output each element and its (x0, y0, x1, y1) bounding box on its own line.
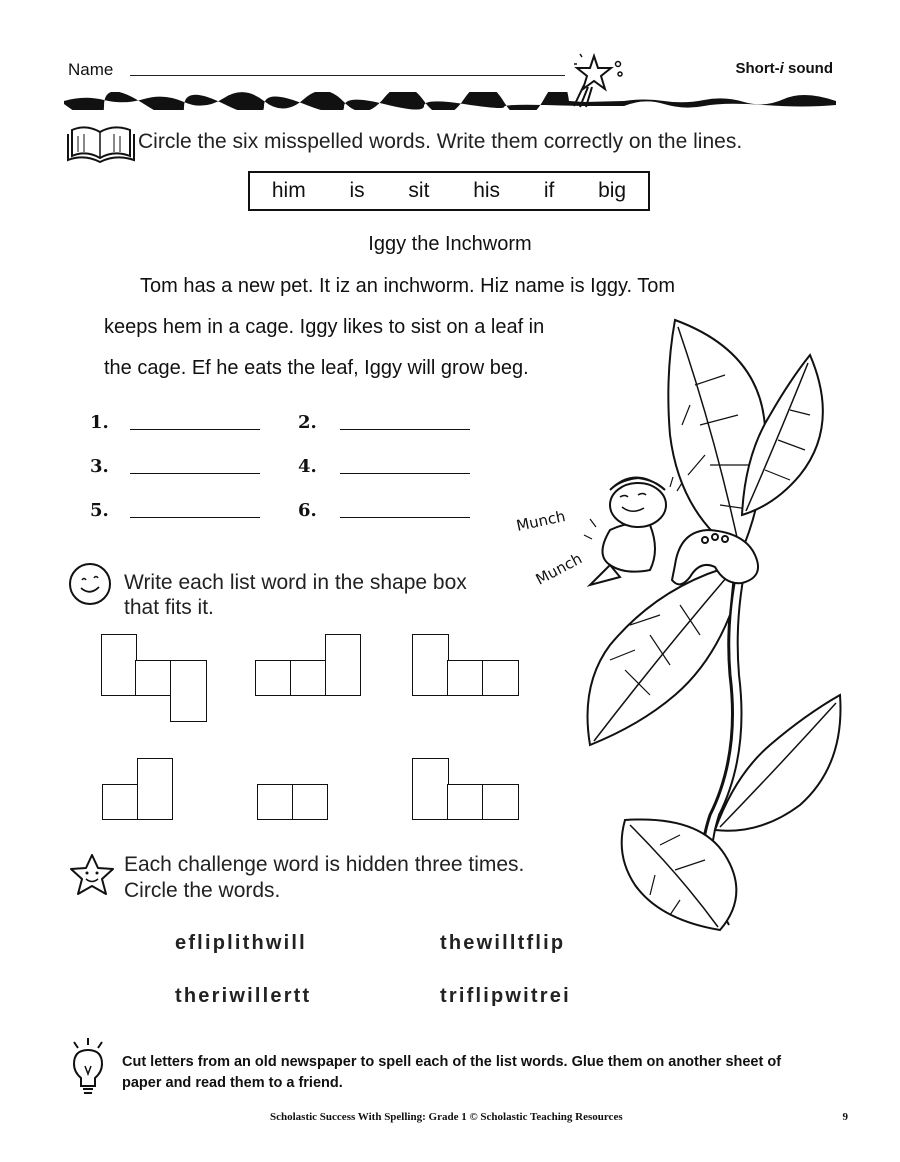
misspelled-instruction: Circle the six misspelled words. Write them correctly on the lines. (138, 130, 743, 153)
smiling-star-icon (66, 852, 118, 898)
story-line-3: the cage. Ef he eats the leaf, Iggy will grow beg. (104, 357, 529, 379)
activity-tip: Cut letters from an old newspaper to spell each of the list words. Glue them on another sheet of paper and read them to a friend. (122, 1054, 782, 1091)
lightbulb-icon (66, 1036, 112, 1098)
torn-paper-divider (64, 92, 836, 110)
word-puzzle-3[interactable]: theriwillertt (175, 985, 312, 1007)
answer-line-3[interactable] (130, 473, 260, 474)
page-number: 9 (842, 1111, 848, 1123)
answer-number: 4. (298, 456, 317, 477)
word-item: sit (408, 179, 430, 202)
answer-line-6[interactable] (340, 517, 470, 518)
munch-text-1: Munch (514, 507, 568, 535)
name-field-line[interactable] (130, 75, 565, 76)
word-item: is (349, 179, 365, 202)
word-item: if (543, 179, 555, 202)
story-title: Iggy the Inchworm (368, 233, 532, 255)
story-line-2: keeps hem in a cage. Iggy likes to sist on a leaf in (104, 316, 545, 338)
page-topic (735, 60, 833, 77)
answer-number: 1. (90, 412, 109, 433)
answer-line-4[interactable] (340, 473, 470, 474)
word-puzzle-4[interactable]: triflipwitrei (440, 985, 571, 1007)
inchworm-plant-illustration (510, 315, 860, 945)
word-item: him (271, 179, 306, 202)
answer-line-5[interactable] (130, 517, 260, 518)
challenge-instruction-line-1: Each challenge word is hidden three times. (124, 853, 525, 876)
topic-italic: i (779, 60, 784, 77)
story-line-1: Tom has a new pet. It iz an inchworm. Hiz name is Iggy. Tom (140, 275, 676, 297)
word-item: big (598, 179, 627, 202)
answer-number: 6. (298, 500, 317, 521)
word-puzzle-1[interactable]: efliplithwill (175, 932, 307, 954)
answer-number: 3. (90, 456, 109, 477)
answer-line-1[interactable] (130, 429, 260, 430)
shape-box-instruction-line-2: that fits it. (124, 596, 214, 619)
answer-number: 2. (298, 412, 317, 433)
munch-text-2: Munch (532, 549, 586, 589)
topic-suffix: sound (783, 60, 833, 77)
challenge-instruction-line-2: Circle the words. (124, 879, 281, 902)
word-item: his (473, 179, 501, 202)
footer-credit: Scholastic Success With Spelling: Grade 1 © Scholastic Teaching Resources (270, 1111, 623, 1123)
shape-box-instruction-line-1: Write each list word in the shape box (124, 571, 467, 594)
answer-line-2[interactable] (340, 429, 470, 430)
word-list-box (248, 171, 650, 211)
answer-number: 5. (90, 500, 109, 521)
topic-prefix: Short- (735, 60, 780, 77)
open-book-icon (66, 124, 136, 164)
word-puzzle-2[interactable]: thewilltflip (440, 932, 566, 954)
name-label: Name (68, 60, 114, 79)
smiley-face-icon (66, 560, 116, 610)
